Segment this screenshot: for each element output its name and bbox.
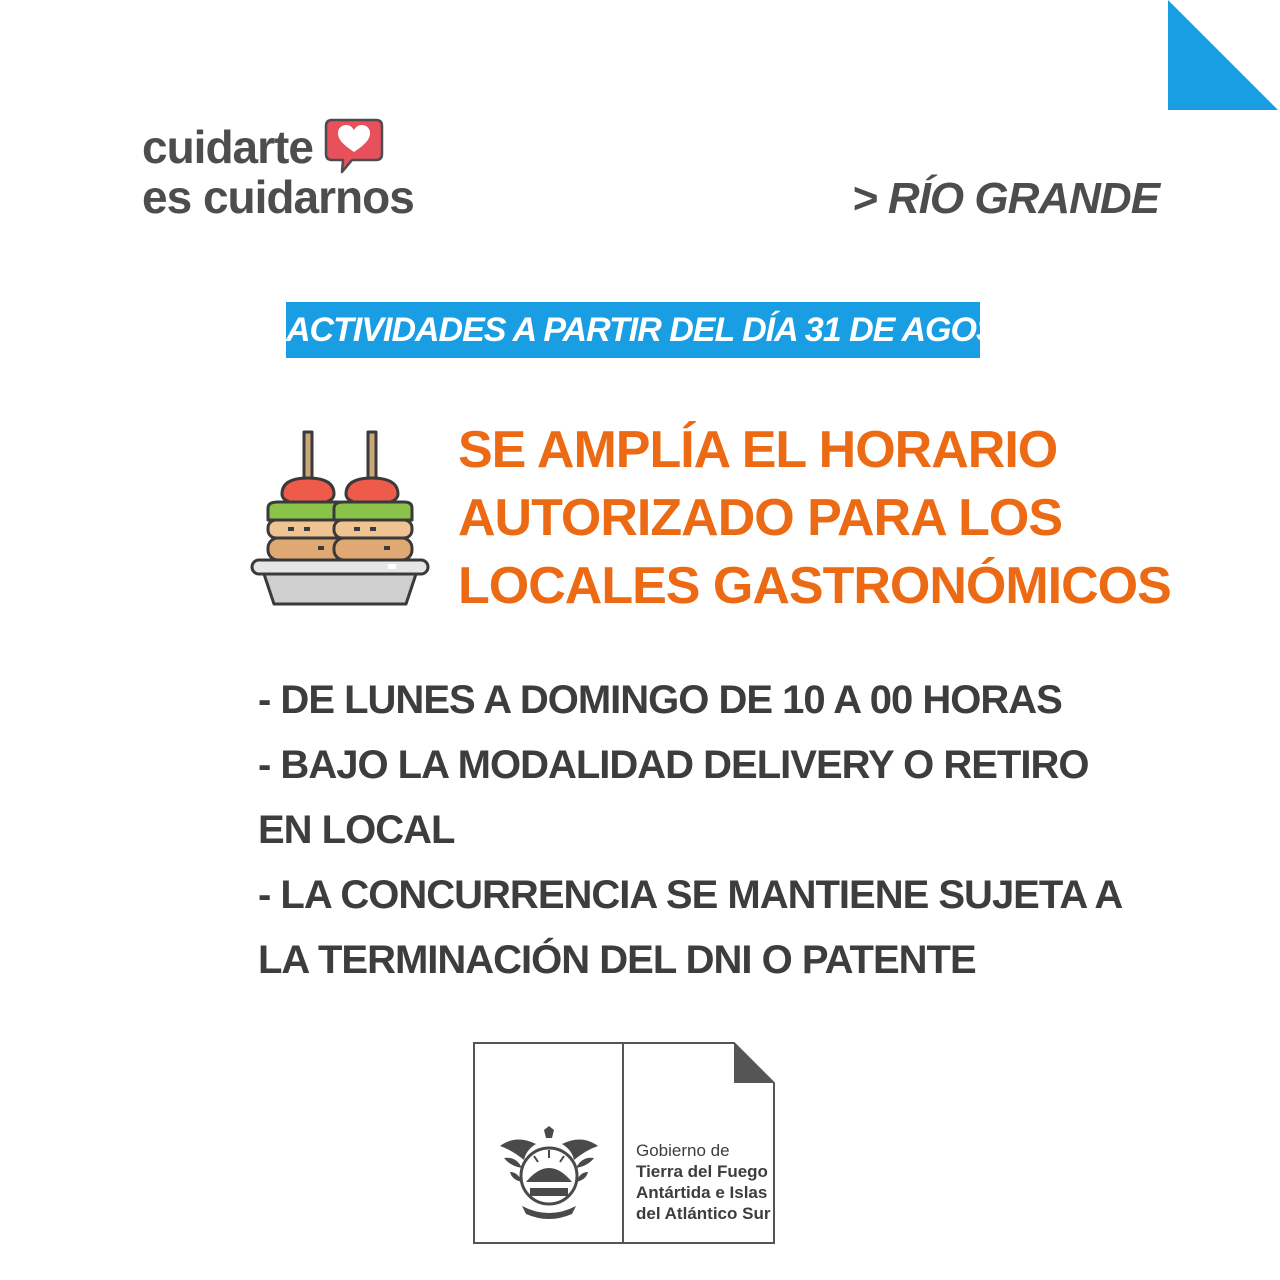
headline-line-1: SE AMPLÍA EL HORARIO [458,421,1058,479]
location-label: > RÍO GRANDE [852,174,1160,223]
headline [458,416,1171,620]
government-line-4: del Atlántico Sur [636,1204,771,1223]
bullet-line-3: EN LOCAL [258,808,455,852]
logo-line-2: es cuidarnos [142,171,414,223]
bullet-line-5: LA TERMINACIÓN DEL DNI O PATENTE [258,938,976,982]
headline-line-3: LOCALES GASTRONÓMICOS [458,557,1171,615]
headline-line-2: AUTORIZADO PARA LOS [458,489,1063,547]
bullet-list [258,668,1122,993]
bullet-line-1: - DE LUNES A DOMINGO DE 10 A 00 HORAS [258,678,1062,722]
provincial-emblem-icon [496,1126,602,1222]
logo-line-1: cuidarte [142,121,313,173]
government-line-1: Gobierno de [636,1141,730,1160]
bullet-line-4: - LA CONCURRENCIA SE MANTIENE SUJETA A [258,873,1123,917]
government-line-2: Tierra del Fuego [636,1162,768,1181]
government-name [636,1140,770,1224]
bullet-line-2: - BAJO LA MODALIDAD DELIVERY O RETIRO [258,743,1089,787]
heart-bubble-icon [322,114,386,178]
government-line-3: Antártida e Islas [636,1183,768,1202]
date-banner: ACTIVIDADES A PARTIR DEL DÍA 31 DE AGOSTO [286,302,980,358]
corner-triangle-decoration [1168,0,1278,110]
food-skewers-icon [248,428,432,612]
